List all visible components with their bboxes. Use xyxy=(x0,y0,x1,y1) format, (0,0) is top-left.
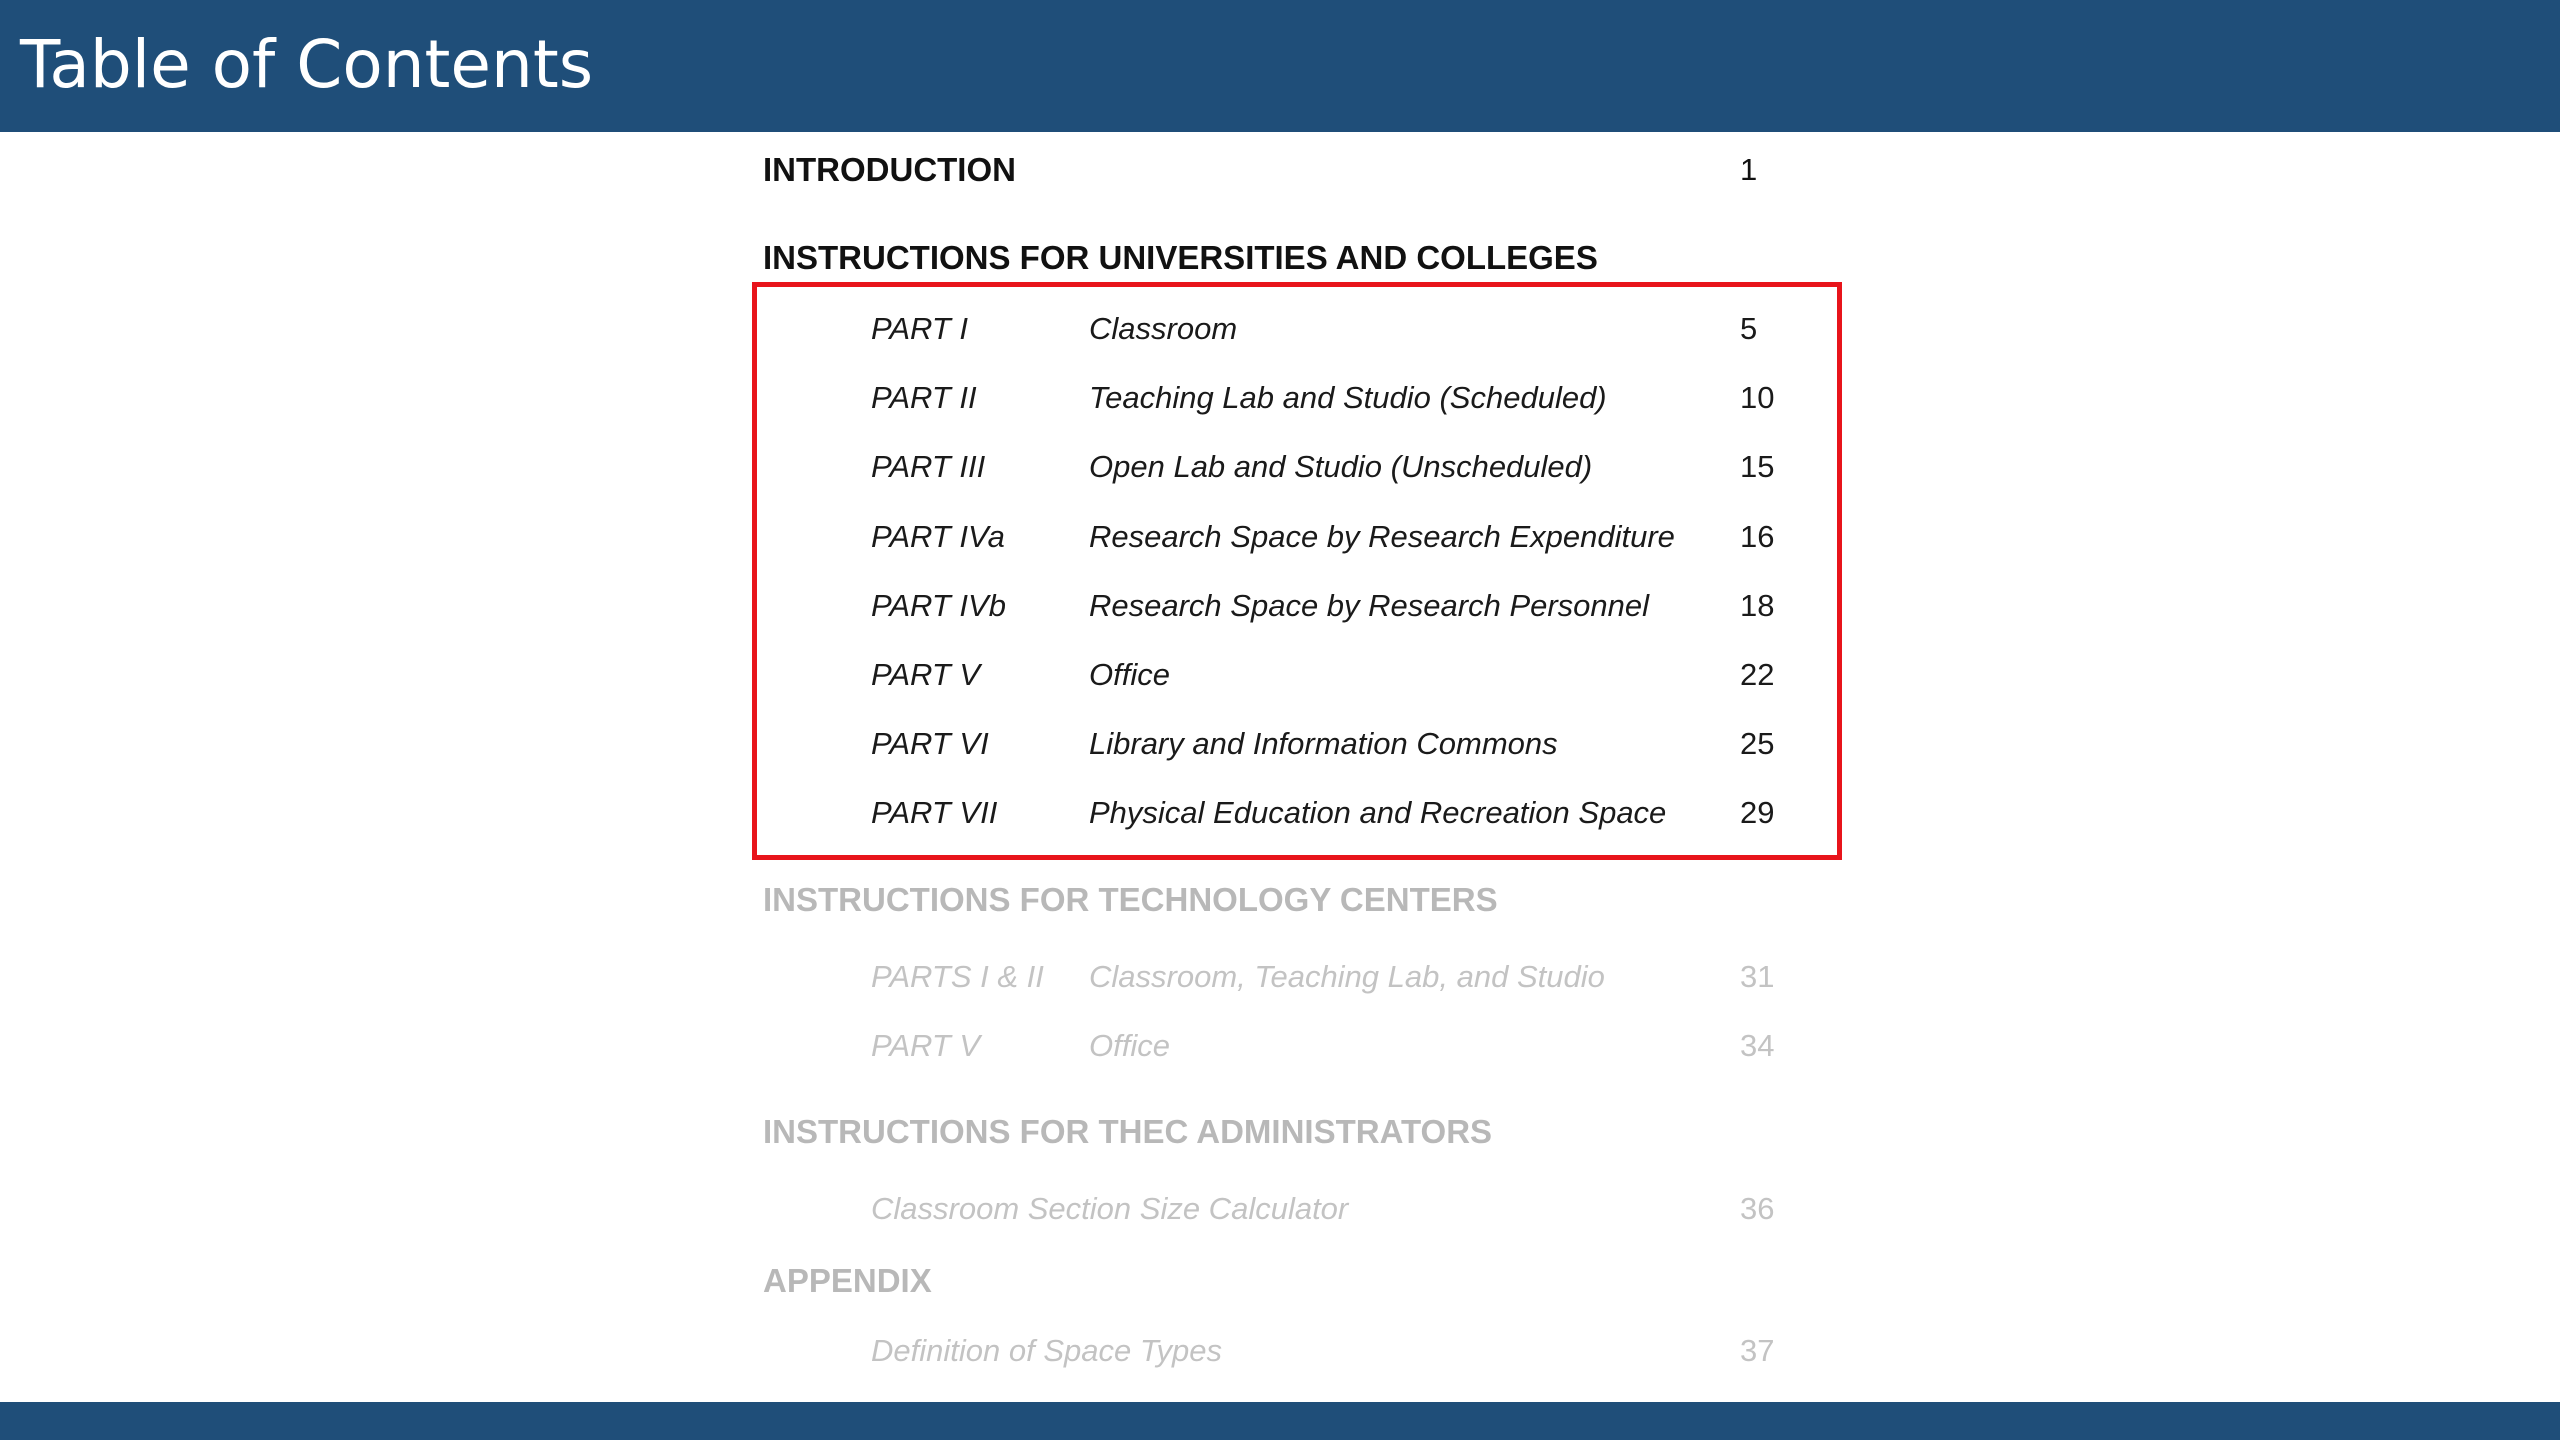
toc-entry-part: PART VII xyxy=(871,795,998,830)
toc-entry-title: Physical Education and Recreation Space xyxy=(1089,795,1667,830)
toc-entry-page: 15 xyxy=(1740,449,1775,484)
toc-entry-part: PART V xyxy=(871,657,981,692)
toc-entry-part: PART III xyxy=(871,449,986,484)
toc-entry-title: Research Space by Research Personnel xyxy=(1089,588,1650,623)
toc-entry-title: Office xyxy=(1089,657,1170,692)
toc-entry-page: 5 xyxy=(1740,311,1758,346)
toc-entry-title: Teaching Lab and Studio (Scheduled) xyxy=(1089,380,1607,415)
toc-entry-title: Open Lab and Studio (Unscheduled) xyxy=(1089,449,1593,484)
toc-entry xyxy=(0,957,2560,997)
toc-entry xyxy=(0,1331,2560,1371)
toc-entry-title: Library and Information Commons xyxy=(1089,726,1558,761)
toc-entry-part: PART IVa xyxy=(871,519,1005,554)
toc-page-introduction: 1 xyxy=(1740,152,1758,187)
toc-entry-page: 37 xyxy=(1740,1333,1775,1368)
toc-entry-title: Classroom, Teaching Lab, and Studio xyxy=(1089,959,1605,994)
toc-heading-introduction: INTRODUCTION xyxy=(763,151,1016,188)
toc-entry xyxy=(0,1026,2560,1066)
toc-entry-page: 29 xyxy=(1740,795,1775,830)
toc-entry-page: 34 xyxy=(1740,1028,1775,1063)
toc-entry-title: Office xyxy=(1089,1028,1170,1063)
toc-entry-page: 16 xyxy=(1740,519,1775,554)
highlight-box xyxy=(752,282,1842,860)
toc-entry-page: 22 xyxy=(1740,657,1775,692)
toc-entry-part: PART VI xyxy=(871,726,989,761)
toc-heading-technology-centers: INSTRUCTIONS FOR TECHNOLOGY CENTERS xyxy=(763,881,1498,918)
toc-entry-part: PART II xyxy=(871,380,977,415)
toc-entry-page: 10 xyxy=(1740,380,1775,415)
toc-entry-part: PARTS I & II xyxy=(871,959,1044,994)
toc-entry-page: 31 xyxy=(1740,959,1775,994)
toc-entry xyxy=(0,1189,2560,1229)
toc-entry-part: PART V xyxy=(871,1028,981,1063)
toc-entry-page: 25 xyxy=(1740,726,1775,761)
toc-entry-page: 18 xyxy=(1740,588,1775,623)
toc-entry-title: Definition of Space Types xyxy=(871,1333,1222,1368)
toc-entry-part: PART IVb xyxy=(871,588,1006,623)
toc-entry-title: Research Space by Research Expenditure xyxy=(1089,519,1675,554)
toc-entry-title: Classroom Section Size Calculator xyxy=(871,1191,1349,1226)
toc-entry-part: PART I xyxy=(871,311,969,346)
footer-bar xyxy=(0,1402,2560,1440)
toc-entry-page: 36 xyxy=(1740,1191,1775,1226)
slide-title: Table of Contents xyxy=(20,26,594,103)
toc-heading-appendix: APPENDIX xyxy=(763,1262,932,1299)
toc-heading-universities: INSTRUCTIONS FOR UNIVERSITIES AND COLLEGES xyxy=(763,239,1598,276)
toc-heading-thec-administrators: INSTRUCTIONS FOR THEC ADMINISTRATORS xyxy=(763,1113,1493,1150)
toc-entry-title: Classroom xyxy=(1089,311,1238,346)
